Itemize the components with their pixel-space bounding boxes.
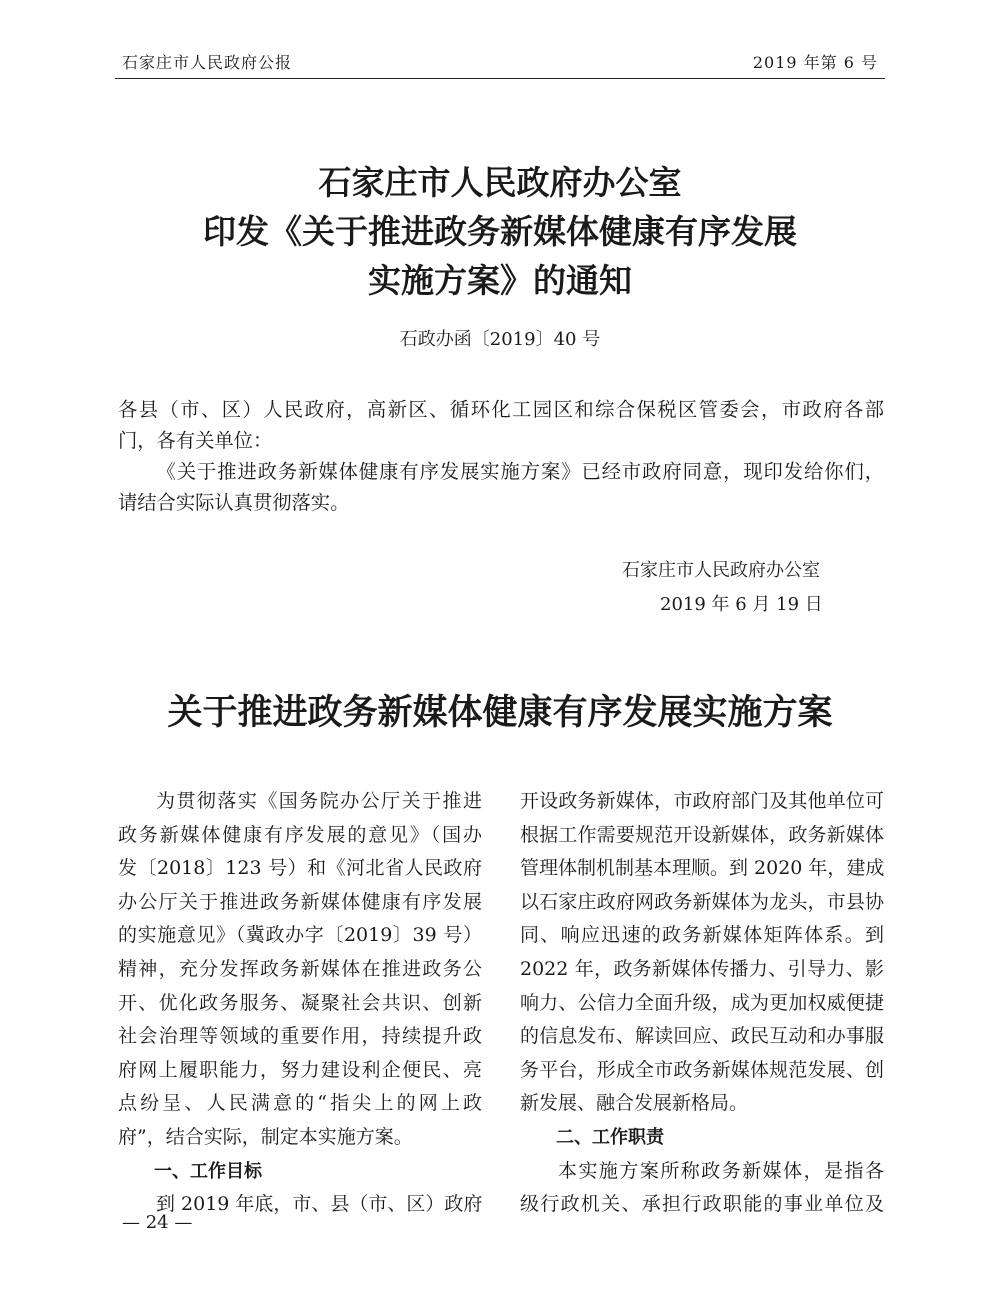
body-line: 府网上履职能力，努力建设利企便民、亮	[118, 1058, 482, 1081]
body-line: 门，各有关单位：	[118, 429, 273, 452]
body-line: 开、优化政务服务、凝聚社会共识、创新	[118, 991, 482, 1014]
publication-name: 石家庄市人民政府公报	[122, 53, 293, 72]
body-line: 社会治理等领域的重要作用，持续提升政	[118, 1025, 482, 1048]
body-line: 同、响应迅速的政务新媒体矩阵体系。到	[520, 924, 884, 947]
header-divider	[115, 78, 885, 79]
body-line: 为贯彻落实《国务院办公厅关于推进	[156, 790, 482, 812]
body-line: 精神，充分发挥政务新媒体在推进政务公	[118, 957, 482, 980]
body-line: 请结合实际认真贯彻落实。	[118, 491, 350, 514]
issue-number: 2019 年第 6 号	[752, 53, 878, 72]
body-line: 《关于推进政务新媒体健康有序发展实施方案》已经市政府同意，现印发给你们，	[156, 460, 884, 483]
body-line: 级行政机关、承担行政职能的事业单位及	[520, 1193, 884, 1216]
document-number: 石政办函〔2019〕40 号	[399, 329, 601, 350]
right-column	[520, 785, 884, 1222]
section-heading: 一、工作目标	[154, 1160, 262, 1182]
body-line: 新发展、融合发展新格局。	[520, 1092, 749, 1115]
page-number: — 24 —	[122, 1212, 193, 1233]
date: 2019 年 6 月 19 日	[660, 594, 823, 615]
body-line: 到 2019 年底，市、县（市、区）政府	[156, 1193, 483, 1216]
body-line: 本实施方案所称政务新媒体，是指各	[558, 1159, 884, 1182]
body-line: 办公厅关于推进政务新媒体健康有序发展	[118, 890, 482, 913]
notice-title-line: 印发《关于推进政务新媒体健康有序发展	[203, 212, 797, 251]
body-line: 开设政务新媒体，市政府部门及其他单位可	[520, 790, 884, 812]
left-column	[118, 785, 482, 1222]
notice-title-line: 实施方案》的通知	[368, 261, 632, 300]
notice-body	[118, 394, 884, 518]
notice-title	[0, 158, 1000, 305]
signature: 石家庄市人民政府办公室	[622, 560, 820, 581]
body-line: 的实施意见》（冀政办字〔2019〕39 号）	[118, 924, 482, 947]
body-line: 2022 年，政务新媒体传播力、引导力、影	[520, 957, 884, 980]
body-line: 的信息发布、解读回应、政民互动和办事服	[520, 1025, 884, 1048]
plan-title: 关于推进政务新媒体健康有序发展实施方案	[167, 692, 833, 733]
body-line: 根据工作需要规范开设新媒体，政务新媒体	[520, 823, 884, 846]
body-line: 务平台，形成全市政务新媒体规范发展、创	[520, 1058, 884, 1081]
body-line: 点纷呈、人民满意的“指尖上的网上政	[118, 1092, 482, 1115]
body-line: 响力、公信力全面升级，成为更加权威便捷	[520, 991, 884, 1014]
body-line: 各县（市、区）人民政府，高新区、循环化工园区和综合保税区管委会，市政府各部	[118, 398, 884, 421]
notice-title-line: 石家庄市人民政府办公室	[318, 163, 682, 202]
body-line: 发〔2018〕123 号）和《河北省人民政府	[118, 857, 482, 880]
body-line: 政务新媒体健康有序发展的意见》（国办	[118, 823, 482, 846]
body-line: 管理体制机制基本理顺。到 2020 年，建成	[520, 857, 885, 880]
body-line: 以石家庄政府网政务新媒体为龙头，市县协	[520, 890, 884, 913]
body-line: 府”，结合实际，制定本实施方案。	[118, 1125, 413, 1148]
section-heading: 二、工作职责	[556, 1126, 664, 1148]
